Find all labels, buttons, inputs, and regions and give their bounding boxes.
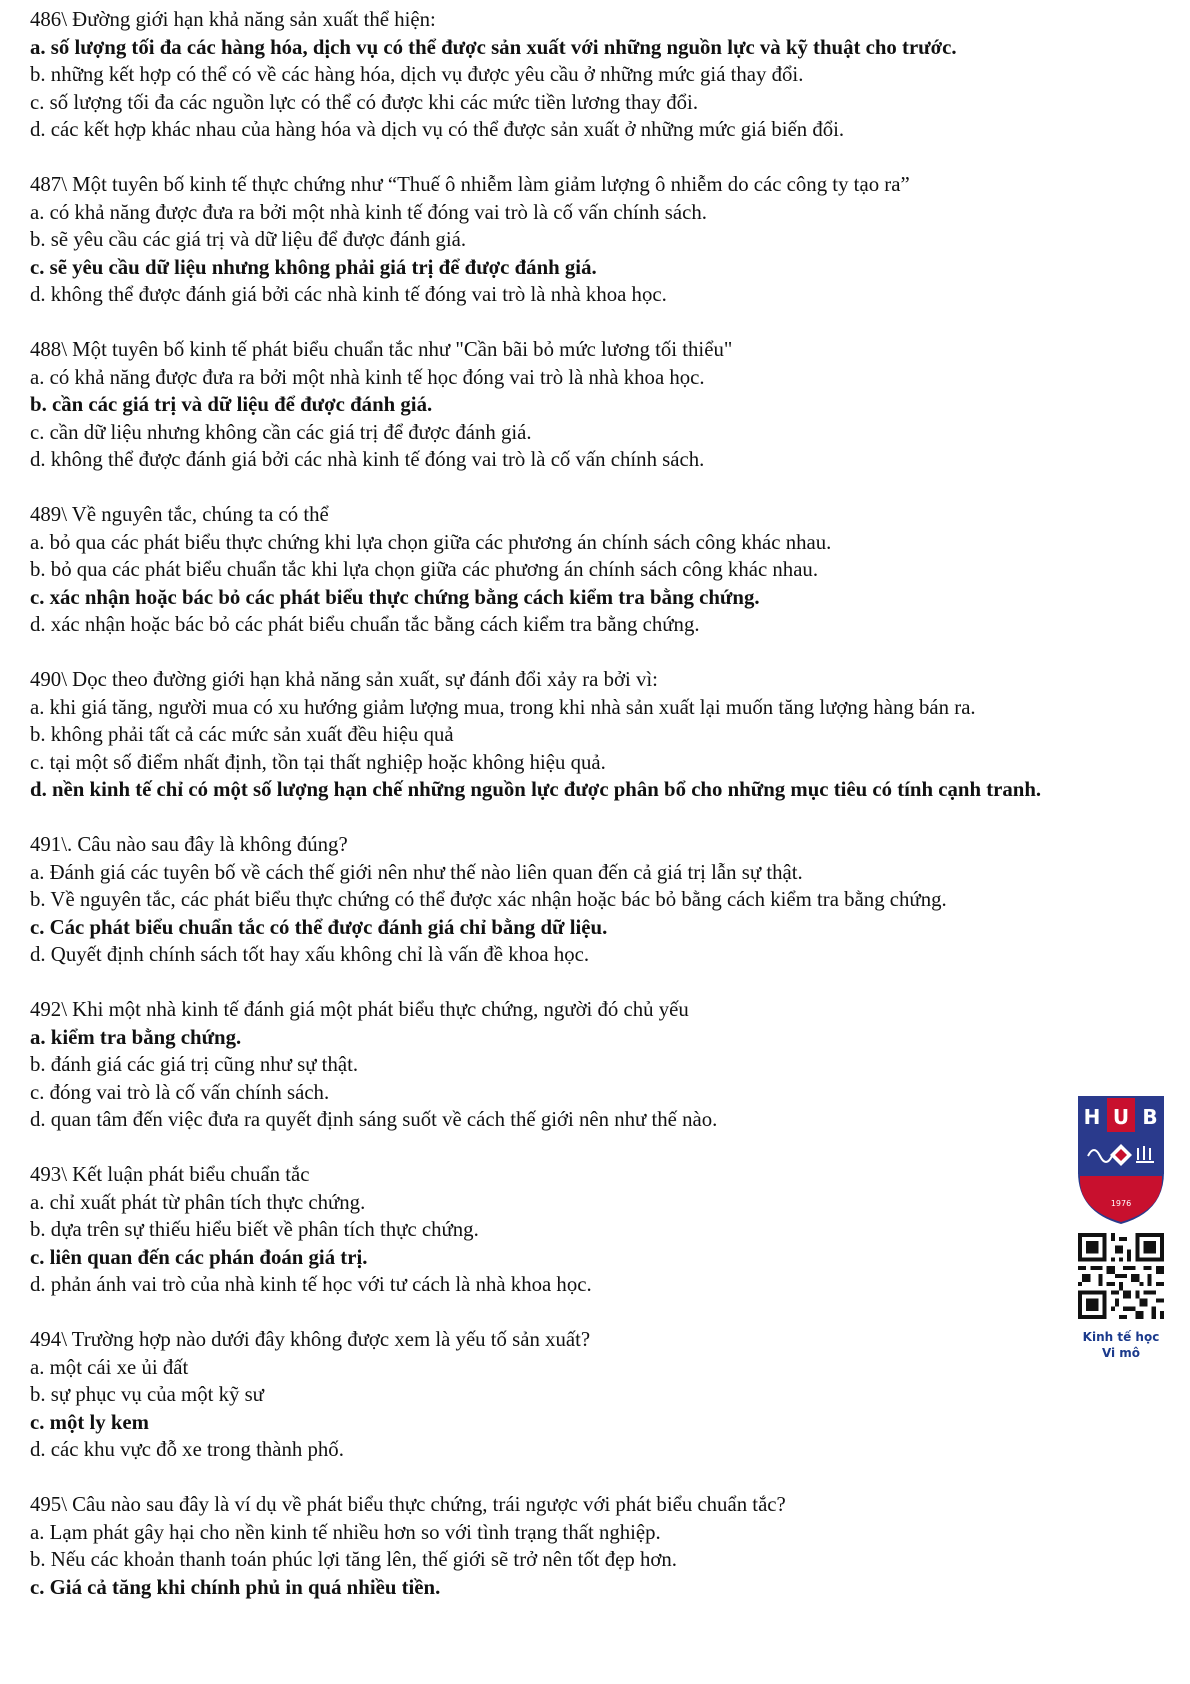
question-stem: 487\ Một tuyên bố kinh tế thực chứng như “Thuế ô nhiễm làm giảm lượng ô nhiễm do các công ty tạo ra” [30,173,910,196]
svg-text:H: H [1083,1105,1101,1129]
question-block [30,996,1160,1134]
question-block [30,336,1160,474]
answer-option: b. bỏ qua các phát biểu chuẩn tắc khi lựa chọn giữa các phương án chính sách công khác nhau. [30,558,819,581]
badge-course-line1: Kinh tế học [1082,1330,1160,1344]
answer-option: b. dựa trên sự thiếu hiểu biết về phân tích thực chứng. [30,1218,479,1241]
svg-text:U: U [1112,1105,1130,1129]
answer-option: b. những kết hợp có thể có về các hàng hóa, dịch vụ được yêu cầu ở những mức giá thay đổi. [30,63,804,86]
answer-option: b. Về nguyên tắc, các phát biểu thực chứng có thể được xác nhận hoặc bác bỏ bằng cách kiểm tra bằng chứng. [30,888,947,911]
answer-option-correct: c. một ly kem [30,1410,149,1434]
question-stem: 494\ Trường hợp nào dưới đây không được xem là yếu tố sản xuất? [30,1328,591,1351]
answer-option: d. Quyết định chính sách tốt hay xấu không chỉ là vấn đề khoa học. [30,943,590,966]
answer-option: d. quan tâm đến việc đưa ra quyết định sáng suốt về cách thế giới nên như thế nào. [30,1108,718,1131]
question-stem: 492\ Khi một nhà kinh tế đánh giá một phát biểu thực chứng, người đó chủ yếu [30,998,689,1021]
answer-option: c. cần dữ liệu nhưng không cần các giá trị để được đánh giá. [30,420,532,444]
answer-option: a. có khả năng được đưa ra bởi một nhà kinh tế học đóng vai trò là nhà khoa học. [30,365,705,389]
answer-option: d. các khu vực đỗ xe trong thành phố. [30,1438,344,1461]
answer-option: a. Lạm phát gây hại cho nền kinh tế nhiều hơn so với tình trạng thất nghiệp. [30,1520,661,1544]
answer-option: a. Đánh giá các tuyên bố về cách thế giới nên như thế nào liên quan đến cả giá trị lẫn sự thật. [30,860,803,884]
answer-option: a. có khả năng được đưa ra bởi một nhà kinh tế đóng vai trò là cố vấn chính sách. [30,200,707,224]
svg-text:1976: 1976 [1110,1199,1132,1208]
answer-option: d. xác nhận hoặc bác bỏ các phát biểu chuẩn tắc bằng cách kiểm tra bằng chứng. [30,613,700,636]
answer-option-correct: d. nền kinh tế chỉ có một số lượng hạn chế những nguồn lực được phân bổ cho những mục tiêu có tính cạnh tranh. [30,778,1042,801]
answer-option-correct: c. liên quan đến các phán đoán giá trị. [30,1245,368,1269]
answer-option: b. sẽ yêu cầu các giá trị và dữ liệu để được đánh giá. [30,228,467,251]
question-block [30,6,1160,144]
question-stem: 486\ Đường giới hạn khả năng sản xuất thể hiện: [30,8,436,31]
answer-option: d. không thể được đánh giá bởi các nhà kinh tế đóng vai trò là nhà khoa học. [30,283,667,306]
answer-option: c. số lượng tối đa các nguồn lực có thể có được khi các mức tiền lương thay đổi. [30,90,699,114]
answer-option: b. Nếu các khoản thanh toán phúc lợi tăng lên, thế giới sẽ trở nên tốt đẹp hơn. [30,1548,677,1571]
badge-course-line2: Vi mô [1101,1346,1141,1360]
answer-option-correct: b. cần các giá trị và dữ liệu để được đánh giá. [30,393,433,416]
answer-option: b. đánh giá các giá trị cũng như sự thật. [30,1053,359,1076]
qr-code [1078,1233,1164,1319]
answer-option: d. các kết hợp khác nhau của hàng hóa và dịch vụ có thể được sản xuất ở những mức giá biến đổi. [30,118,845,141]
answer-option: c. đóng vai trò là cố vấn chính sách. [30,1080,330,1104]
question-stem: 488\ Một tuyên bố kinh tế phát biểu chuẩn tắc như "Cần bãi bỏ mức lương tối thiểu" [30,338,733,361]
answer-option: c. tại một số điểm nhất định, tồn tại thất nghiệp hoặc không hiệu quả. [30,750,606,774]
answer-option: a. bỏ qua các phát biểu thực chứng khi lựa chọn giữa các phương án chính sách công khác nhau. [30,530,832,554]
question-stem: 491\. Câu nào sau đây là không đúng? [30,833,348,856]
answer-option: a. khi giá tăng, người mua có xu hướng giảm lượng mua, trong khi nhà sản xuất lại muốn tăng lượng hàng bán ra. [30,695,976,719]
answer-option-correct: a. kiểm tra bằng chứng. [30,1025,242,1049]
question-block [30,666,1160,804]
question-block [30,1161,1160,1299]
answer-option-correct: a. số lượng tối đa các hàng hóa, dịch vụ có thể được sản xuất với những nguồn lực và kỹ thuật cho trước. [30,35,957,59]
answer-option-correct: c. sẽ yêu cầu dữ liệu nhưng không phải giá trị để được đánh giá. [30,255,597,279]
answer-option: a. chỉ xuất phát từ phân tích thực chứng. [30,1190,366,1214]
question-stem: 489\ Về nguyên tắc, chúng ta có thể [30,503,329,526]
answer-option: a. một cái xe ủi đất [30,1355,189,1379]
hub-logo [1076,1094,1166,1226]
question-stem: 495\ Câu nào sau đây là ví dụ về phát biểu thực chứng, trái ngược với phát biểu chuẩn tắc? [30,1493,786,1516]
answer-option: d. không thể được đánh giá bởi các nhà kinh tế đóng vai trò là cố vấn chính sách. [30,448,705,471]
svg-text:B: B [1142,1105,1158,1129]
question-block [30,831,1160,969]
answer-option-correct: c. xác nhận hoặc bác bỏ các phát biểu thực chứng bằng cách kiểm tra bằng chứng. [30,585,760,609]
question-block [30,1326,1160,1464]
question-block [30,1491,1160,1601]
question-stem: 490\ Dọc theo đường giới hạn khả năng sản xuất, sự đánh đổi xảy ra bởi vì: [30,668,658,691]
answer-option: b. không phải tất cả các mức sản xuất đều hiệu quả [30,723,454,746]
answer-option-correct: c. Giá cả tăng khi chính phủ in quá nhiều tiền. [30,1575,441,1599]
answer-option-correct: c. Các phát biểu chuẩn tắc có thể được đánh giá chỉ bằng dữ liệu. [30,915,608,939]
question-block [30,501,1160,639]
question-block [30,171,1160,309]
answer-option: b. sự phục vụ của một kỹ sư [30,1383,264,1406]
question-stem: 493\ Kết luận phát biểu chuẩn tắc [30,1163,310,1186]
hub-badge [1073,1094,1169,1376]
document-body [30,6,1160,1629]
answer-option: d. phản ánh vai trò của nhà kinh tế học với tư cách là nhà khoa học. [30,1273,592,1296]
